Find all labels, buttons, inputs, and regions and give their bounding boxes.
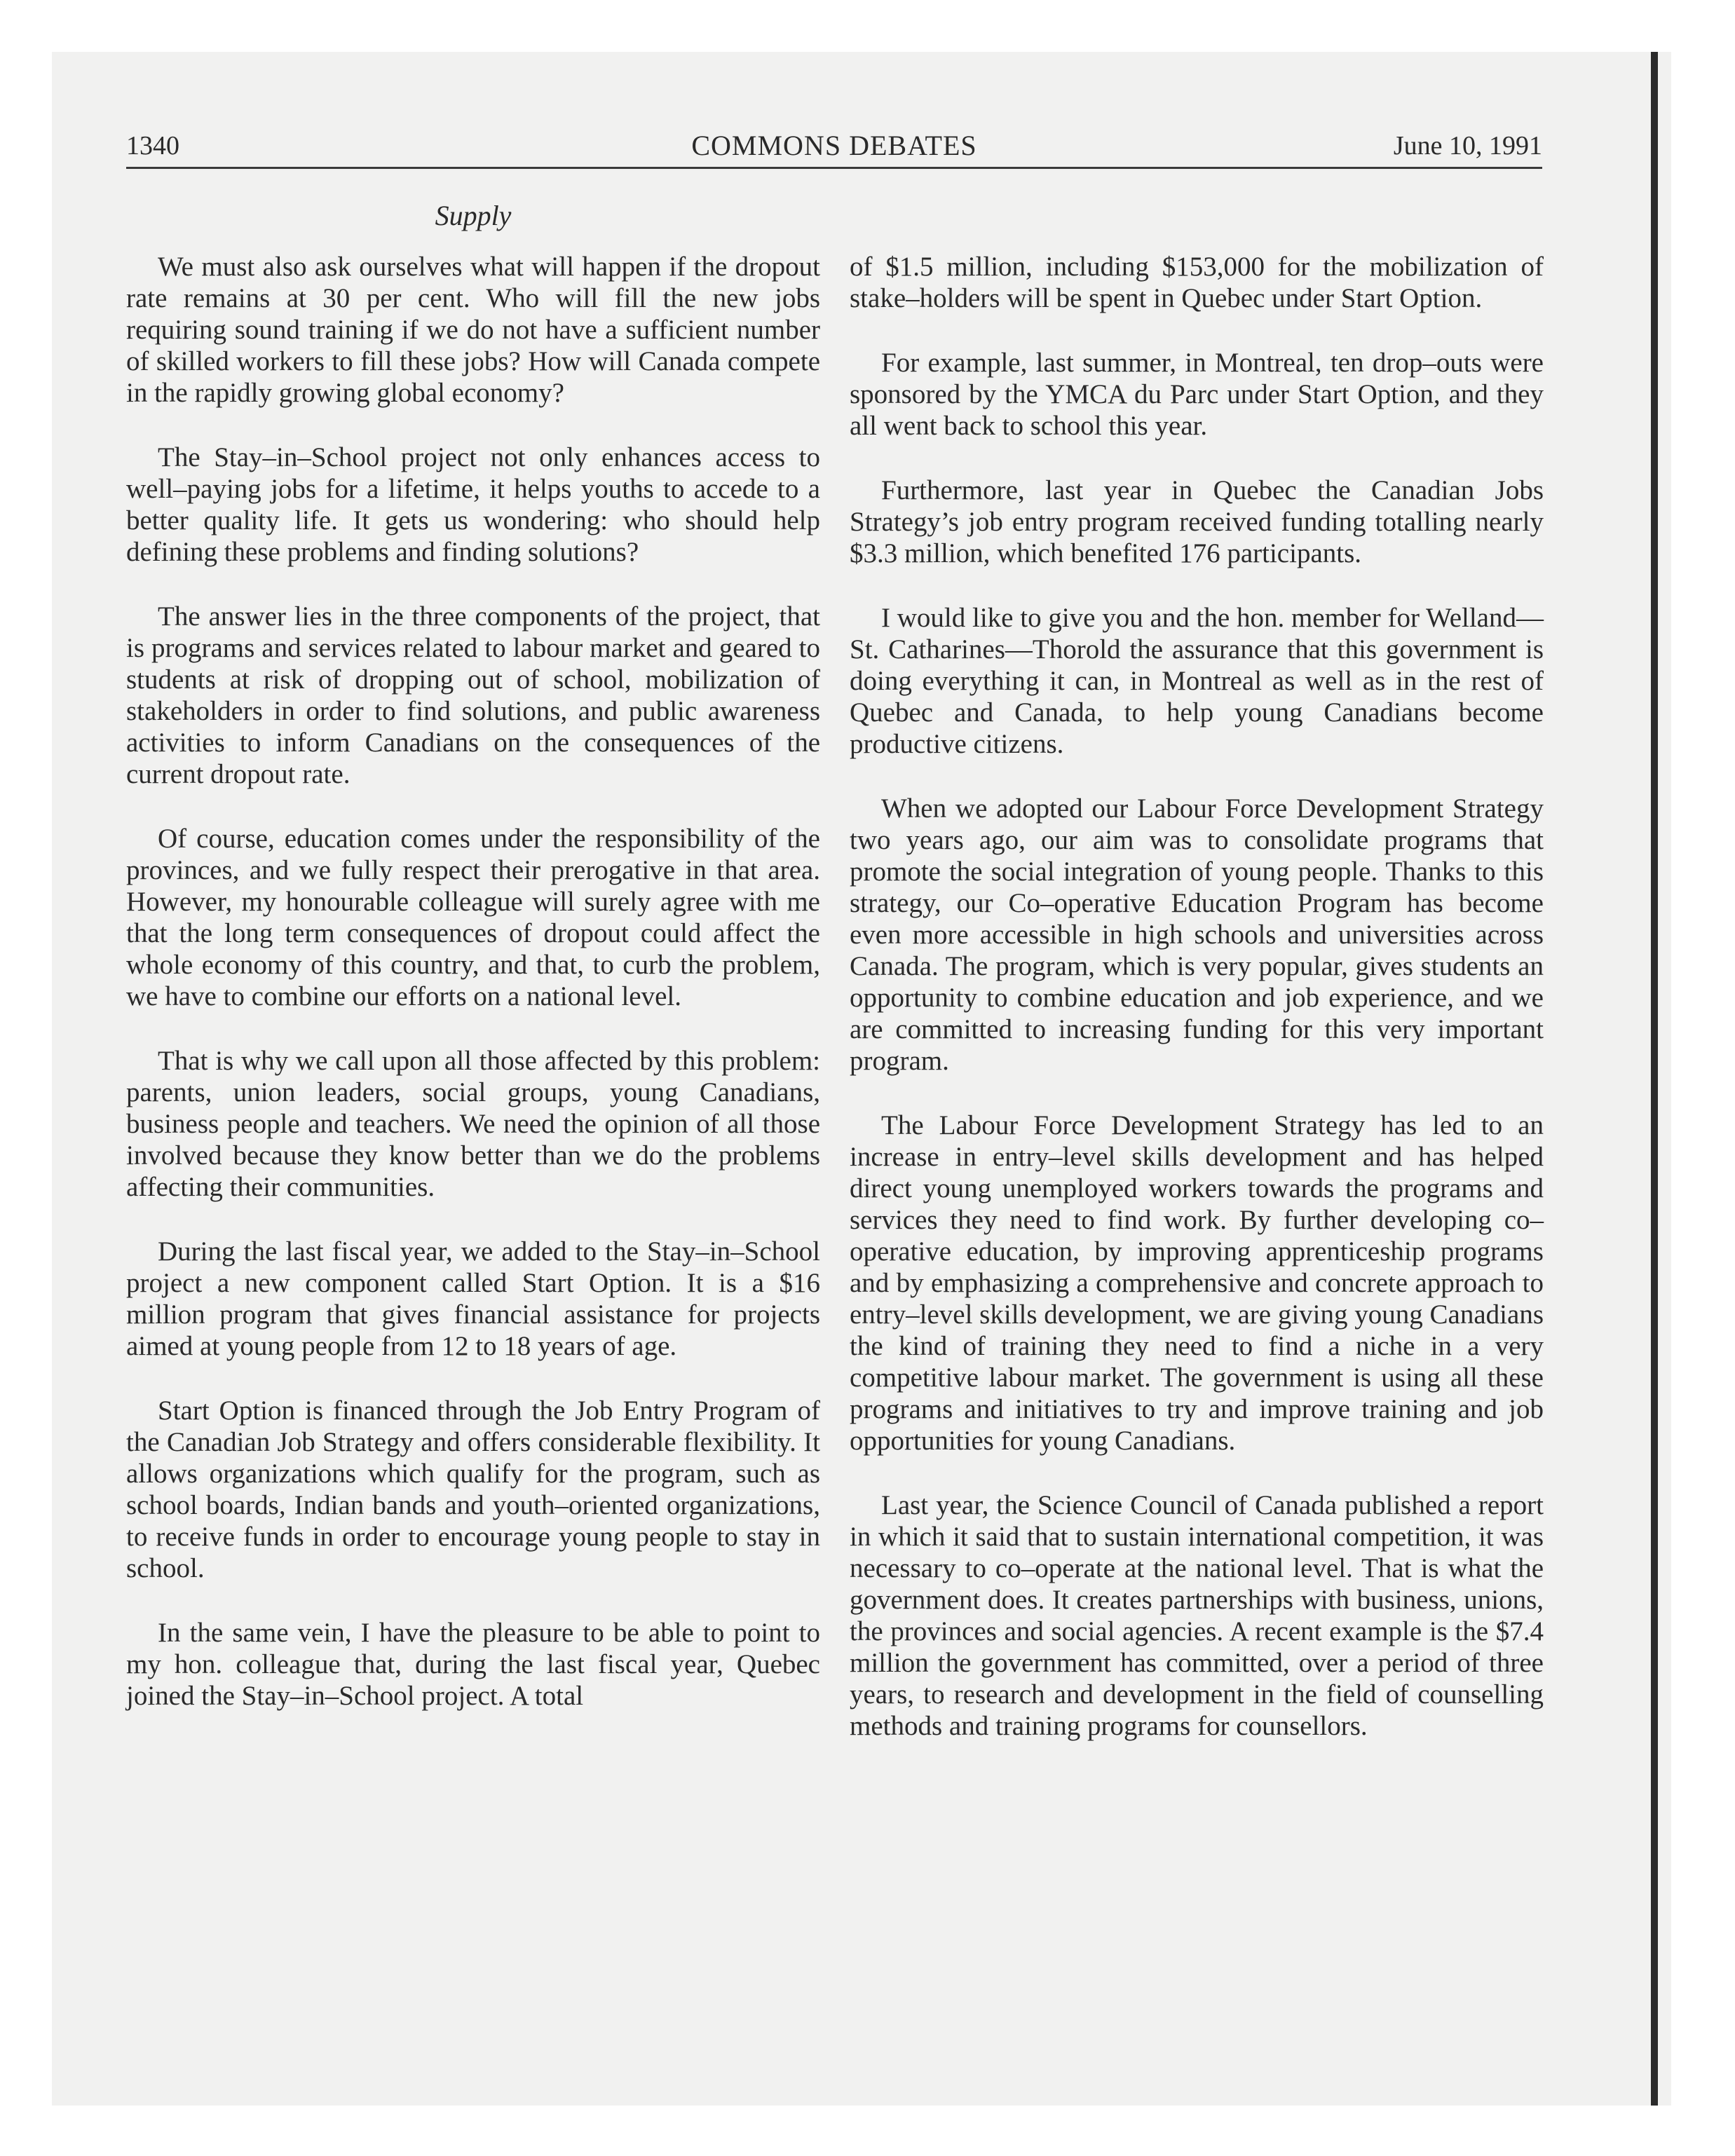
paragraph: The Labour Force Development Strategy has led to an increase in entry–level skills development and has helped direct young unemployed workers towards the programs and services they need to find work. By further developing co–operative education, by improving apprenticeship programs and by emphasizing a comprehensive and concrete approach to entry–level skills development, we are giving young Canadians the kind of training they need to find a niche in a very competitive labour market. The government is using all these programs and initiatives to try and improve training and job opportunities for young Canadians. <box>850 1110 1544 1456</box>
paragraph: Last year, the Science Council of Canada published a report in which it said that to sustain international competition, it was necessary to co–operate at the national level. That is what the government does. It creates partnerships with business, unions, the provinces and social agencies. A recent example is the $7.4 million the government has committed, over a period of three years, to research and development in the field of counselling methods and training programs for counsellors. <box>850 1490 1544 1741</box>
right-column <box>850 251 1544 1775</box>
paragraph: In the same vein, I have the pleasure to be able to point to my hon. colleague that, during the last fiscal year, Quebec joined the Stay–in–School project. A total <box>126 1618 820 1711</box>
publication-title: COMMONS DEBATES <box>691 130 977 161</box>
paragraph: The answer lies in the three components of the project, that is programs and services related to labour market and geared to students at risk of dropping out of school, mobilization of stakeholders in order to find solutions, and public awareness activities to inform Canadians on the consequences of the current dropout rate. <box>126 601 820 789</box>
running-header <box>126 126 1542 165</box>
paragraph: That is why we call upon all those affected by this problem: parents, union leaders, social groups, young Canadians, business people and teachers. We need the opinion of all those involved because they know better than we do the problems affecting their communities. <box>126 1046 820 1202</box>
header-rule <box>126 167 1542 169</box>
paragraph-continued: of $1.5 million, including $153,000 for the mobilization of stake–holders will be spent in Quebec under Start Option. <box>850 252 1544 313</box>
issue-date: June 10, 1991 <box>1393 131 1542 161</box>
paragraph: I would like to give you and the hon. member for Welland—St. Catharines—Thorold the assurance that this government is doing everything it can, in Montreal as well as in the rest of Quebec and Canada, to help young Canadians become productive citizens. <box>850 603 1544 759</box>
paragraph: The Stay–in–School project not only enhances access to well–paying jobs for a lifetime, it helps youths to accede to a better quality life. It gets us wondering: who should help defining these problems and finding solutions? <box>126 442 820 567</box>
left-column <box>126 251 820 1745</box>
paragraph: Start Option is financed through the Job Entry Program of the Canadian Job Strategy and offers considerable flexibility. It allows organizations which qualify for the program, such as school boards, Indian bands and youth–oriented organizations, to receive funds in order to encourage young people to stay in school. <box>126 1396 820 1583</box>
paragraph: When we adopted our Labour Force Development Strategy two years ago, our aim was to consolidate programs that promote the social integration of young people. Thanks to this strategy, our Co–operative Education Program has become even more accessible in high schools and universities across Canada. The program, which is very popular, gives students an opportunity to combine education and job experience, and we are committed to increasing funding for this very important program. <box>850 793 1544 1076</box>
section-title: Supply <box>435 200 512 231</box>
paragraph: During the last fiscal year, we added to the Stay–in–School project a new component called Start Option. It is a $16 million program that gives financial assistance for projects aimed at young people from 12 to 18 years of age. <box>126 1236 820 1361</box>
paragraph: For example, last summer, in Montreal, ten drop–outs were sponsored by the YMCA du Parc under Start Option, and they all went back to school this year. <box>850 348 1544 441</box>
page-edge-shadow <box>1651 52 1658 2106</box>
page-number: 1340 <box>126 131 179 161</box>
paragraph: We must also ask ourselves what will happen if the dropout rate remains at 30 per cent. Who will fill the new jobs requiring sound training if we do not have a sufficient number of skilled workers to fill these jobs? How will Canada compete in the rapidly growing global economy? <box>126 252 820 408</box>
paragraph: Furthermore, last year in Quebec the Canadian Jobs Strategy’s job entry program received funding totalling nearly $3.3 million, which benefited 176 participants. <box>850 475 1544 568</box>
paragraph: Of course, education comes under the responsibility of the provinces, and we fully respect their prerogative in that area. However, my honourable colleague will surely agree with me that the long term consequences of dropout could affect the whole economy of this country, and that, to curb the problem, we have to combine our efforts on a national level. <box>126 824 820 1011</box>
